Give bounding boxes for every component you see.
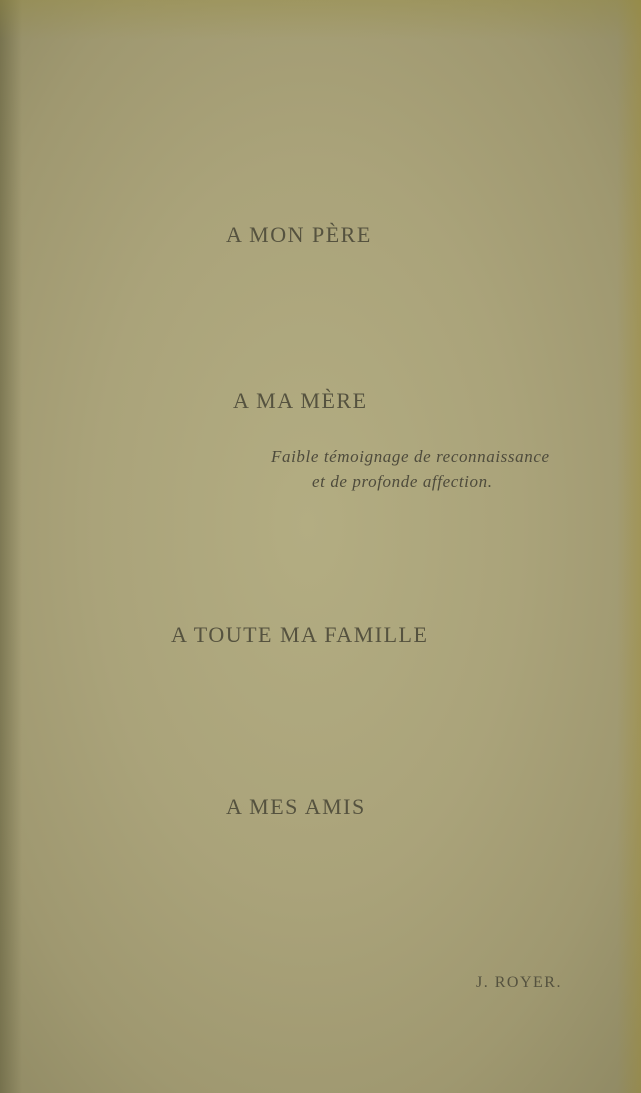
dedication-to-family: A TOUTE MA FAMILLE <box>171 622 429 647</box>
dedication-to-friends: A MES AMIS <box>226 794 366 819</box>
dedication-to-father: A MON PÈRE <box>226 222 372 247</box>
author-signature: J. ROYER. <box>476 974 562 991</box>
inscription-line-1: Faible témoignage de reconnaissance <box>271 447 550 466</box>
page-edge-tint-right <box>617 0 641 1093</box>
dedication-to-mother: A MA MÈRE <box>233 388 368 413</box>
page-edge-shadow-left <box>0 0 22 1093</box>
page-edge-tint-top <box>0 0 641 40</box>
inscription-line-2: et de profonde affection. <box>312 472 493 491</box>
